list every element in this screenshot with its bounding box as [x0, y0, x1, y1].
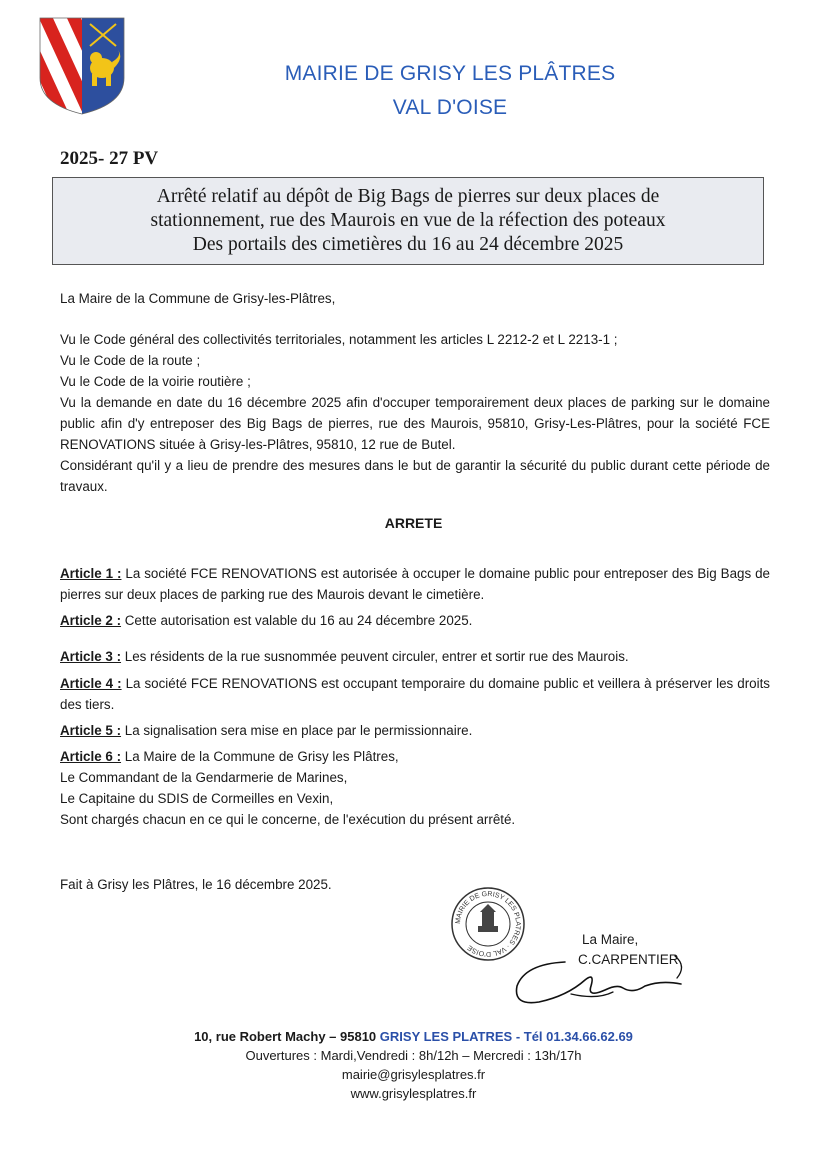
intro-line: La Maire de la Commune de Grisy-les-Plâtres, — [60, 291, 336, 306]
article-text: La société FCE RENOVATIONS est occupant temporaire du domaine public et veillera à préserver les droits des tiers. — [60, 676, 770, 712]
header-subtitle: VAL D'OISE — [392, 96, 508, 119]
footer-town-phone: GRISY LES PLATRES - Tél 01.34.66.62.69 — [379, 1029, 633, 1044]
article-4 — [60, 673, 770, 715]
article-text: La Maire de la Commune de Grisy les Plâtres, — [121, 749, 399, 764]
signatory-name: C.CARPENTIER — [578, 952, 679, 967]
considerant: Considérant qu'il y a lieu de prendre des mesures dans le but de garantir la sécurité du public durant cette période de travaux. — [60, 458, 770, 494]
article-label: Article 1 : — [60, 566, 122, 581]
article-6-line: Le Commandant de la Gendarmerie de Marines, — [60, 770, 348, 785]
article-text: La signalisation sera mise en place par le permissionnaire. — [121, 723, 473, 738]
article-label: Article 2 : — [60, 613, 122, 628]
vu-demande: Vu la demande en date du 16 décembre 2025 afin d'occuper temporairement deux places de parking sur le domaine public afin d'y entreposer des Big Bags de pierres, rue des Maurois, 95810, Grisy-Les-Plâtres, pour la société FCE RENOVATIONS située à Grisy-les-Plâtres, 95810, 12 rue de Butel. — [60, 395, 770, 452]
footer-website[interactable]: www.grisylesplatres.fr — [350, 1086, 477, 1101]
article-label: Article 4 : — [60, 676, 122, 691]
article-text: Les résidents de la rue susnommée peuvent circuler, entrer et sortir rue des Maurois. — [121, 649, 629, 664]
subject-line: stationnement, rue des Maurois en vue de la réfection des poteaux — [150, 210, 666, 231]
article-6-line: Le Capitaine du SDIS de Cormeilles en Vexin, — [60, 791, 334, 806]
header-title: MAIRIE DE GRISY LES PLÂTRES — [284, 62, 616, 85]
document-reference: 2025- 27 PV — [60, 148, 159, 169]
article-label: Article 6 : — [60, 749, 122, 764]
article-text: La société FCE RENOVATIONS est autorisée à occuper le domaine public pour entreposer des Big Bags de pierres sur deux places de parking rue des Maurois devant le cimetière. — [60, 566, 770, 602]
subject-line: Arrêté relatif au dépôt de Big Bags de pierres sur deux places de — [156, 186, 660, 207]
vu-line: Vu le Code général des collectivités territoriales, notamment les articles L 2212-2 et L 2213-1 ; — [60, 332, 618, 347]
seal-text: MAIRIE DE GRISY LES PLATRES · VAL D'OISE — [454, 890, 522, 958]
subject-line: Des portails des cimetières du 16 au 24 décembre 2025 — [192, 234, 624, 255]
vu-line: Vu le Code de la voirie routière ; — [60, 374, 251, 389]
vu-line: Vu le Code de la route ; — [60, 353, 201, 368]
footer-hours: Ouvertures : Mardi,Vendredi : 8h/12h – Mercredi : 13h/17h — [245, 1048, 582, 1063]
footer-email[interactable]: mairie@grisylesplatres.fr — [341, 1067, 486, 1082]
article-text: Cette autorisation est valable du 16 au 24 décembre 2025. — [121, 613, 473, 628]
article-label: Article 3 : — [60, 649, 122, 664]
article-3 — [60, 646, 770, 667]
article-6-line: Sont chargés chacun en ce qui le concerne, de l'exécution du présent arrêté. — [60, 812, 516, 827]
signature — [505, 950, 685, 1010]
crest-logo — [38, 16, 126, 116]
article-6 — [60, 746, 770, 830]
article-1 — [60, 563, 770, 605]
footer-address — [0, 1027, 827, 1047]
article-5 — [60, 720, 770, 741]
signatory-title: La Maire, — [582, 932, 639, 947]
done-at: Fait à Grisy les Plâtres, le 16 décembre 2025. — [60, 877, 332, 892]
subject-box — [52, 177, 764, 265]
preamble — [60, 329, 770, 497]
footer-street: 10, rue Robert Machy – 95810 — [194, 1029, 380, 1044]
arrete-heading: ARRETE — [384, 515, 443, 531]
article-label: Article 5 : — [60, 723, 122, 738]
article-2 — [60, 610, 770, 631]
